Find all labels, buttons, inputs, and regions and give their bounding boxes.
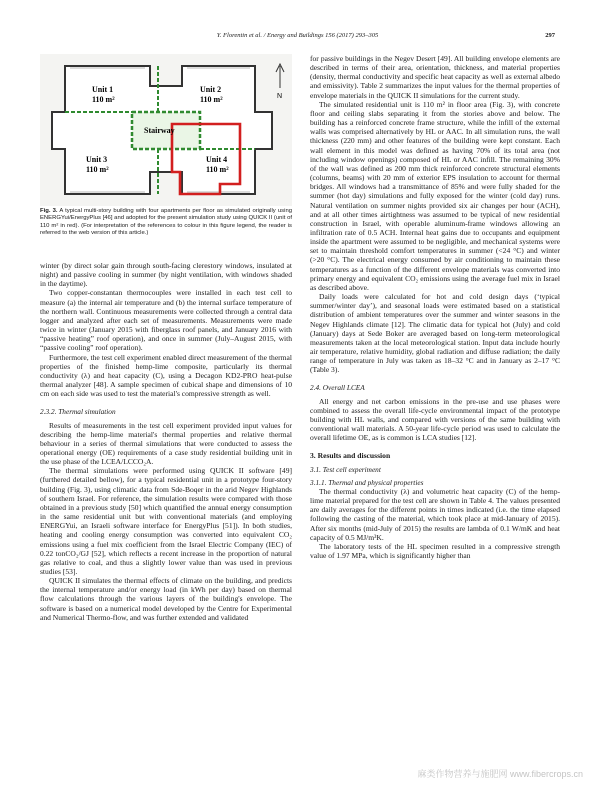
right-column: [310, 54, 560, 560]
paragraph: The laboratory tests of the HL specimen resulted in a compressive strength value of 1.97 MPa, which is significantly higher than: [310, 541, 560, 560]
unit-1-area: 110 m²: [92, 95, 115, 104]
watermark: 麻类作物营养与施肥网 www.fibercrops.cn: [417, 769, 583, 779]
north-label: N: [277, 93, 283, 100]
left-column: [40, 261, 292, 622]
unit-3-area: 110 m²: [86, 165, 109, 174]
paragraph: All energy and net carbon emissions in the pre-use and use phases were combined to assess the overall life-cycle environmental impact of the prototype building with HL walls, and compared with versions of the same building with conventional wall materials. A 50-year life-cycle period was used to calculate the overall lifetime OE, as is common is LCA studies [12].: [310, 396, 560, 443]
stairway-label: Stairway: [144, 126, 175, 135]
paragraph: winter (by direct solar gain through south-facing clerestory windows, insulated at night) and passive cooling in summer (by night ventilation, with windows shaded in the daytime).: [40, 261, 292, 289]
unit-2-label: Unit 2: [200, 85, 222, 94]
unit-2-area: 110 m²: [200, 95, 223, 104]
section-heading: 2.3.2. Thermal simulation: [40, 407, 116, 417]
subsection-heading: 3.1. Test cell experiment: [310, 464, 381, 474]
paragraph: Furthermore, the test cell experiment enabled direct measurement of the thermal properties of the finished hemp-lime composite, particularly its thermal conductivity (λ) and heat capacity (C), using a Decagon KD2-PRO heat-pulse thermal analyzer [48]. A sample specimen of cubical shape and dimensions of 10 cm on each side was used to test the material's compressive strength as well.: [40, 352, 292, 399]
figure-caption: [40, 208, 292, 238]
page-number: 297: [545, 32, 555, 39]
running-header: [40, 32, 555, 44]
unit-1-label: Unit 1: [92, 85, 114, 94]
floor-plan-figure: [40, 54, 292, 206]
unit-4-area: 110 m²: [206, 165, 229, 174]
section-heading: 3. Results and discussion: [310, 451, 391, 461]
subsubsection-heading: 3.1.1. Thermal and physical properties: [310, 477, 424, 487]
figure-caption-label: Fig. 3.: [40, 208, 58, 214]
paragraph: The simulated residential unit is 110 m² in floor area (Fig. 3), with concrete floor and ceiling slabs separating it from the stories above and below. The building has a reinforced concrete frame structure, while the infill of the external walls was comprised alternatively by HL or AAC. In all simulation runs, the wall thickness (220 mm) and other features of the building were kept constant. Each wall element in this model was defined as having 70% of its total area (not including window openings) composed of HL or AAC infill. The remaining 30% of the wall was defined as 200 mm thick reinforced concrete structural elements (columns, beams) with 20 mm of exterior EPS insulation to account for thermal bridges. All windows had a transmittance of 85% and were fully shaded for the summer (hot day) simulations and fully exposed for the winter (cold day) runs. Natural ventilation on summer nights provided six air changes per hour (ACH), and at all other times airtightness was assumed to be typical of new residential construction in Israel, with operable aluminum-frame windows allowing an infiltration rate of 0.5 ACH. Internal heat gains due to occupants and equipment inside the apartment were assumed to be negligible, and mechanical systems were set to maintain threshold comfort temperatures in summer (<24 °C) and winter (>20 °C). The electrical energy consumed by air conditioning to maintain these temperatures as a function of the different envelope materials was converted into primary energy and equivalent CO₂ emissions using the average fuel mix in Israel as described above.: [310, 99, 560, 292]
figure-caption-text: A typical multi-story building with four apartments per floor as simulated originally using ENERGYui/EnergyPlus [46] and adopted for the present simulation study using QUICK II (unit of 110 m² in red). (For interpretation of the references to colour in this figure legend, the reader is referred to the web version of this article.): [40, 208, 292, 237]
paragraph: The thermal simulations were performed using QUICK II software [49] (furthered detailed bellow), for a typical residential unit in a prototype four-story building (Fig. 3), using climatic data from Sde-Boqer in the arid Negev Highlands of southern Israel. For reference, the simulation results were compared with those obtained in a previous study [50] which quantified the annual energy consumption in the same residential unit but with conventional materials (and employing ENERGYui, an Israeli software interface for EnergyPlus [51]). In both studies, heating and cooling energy consumption was converted into equivalent CO₂ emissions using a fuel mix coefficient from the Israel Electric Company (IEC) of 0.22 tonCO₂/GJ [52], which reflects a recent increase in the proportion of natural gas relative to coal, and thus a slightly lower value than was used in previous studies [53].: [40, 466, 292, 576]
section-heading: 2.4. Overall LCEA: [310, 383, 365, 393]
paragraph: for passive buildings in the Negev Desert [49]. All building envelope elements are described in terms of their area, orientation, thickness, and material properties (density, thermal conductivity and specific heat capacity as well as external albedo and emissivity). Table 2 summarizes the input values for the thermal properties of envelope materials in the QUICK II simulations for the current study.: [310, 54, 560, 100]
floor-plan-drawing: [40, 54, 292, 206]
unit-4-label: Unit 4: [206, 155, 228, 164]
journal-citation: Y. Florentin et al. / Energy and Buildings 156 (2017) 293–305: [216, 32, 379, 39]
paragraph: Results of measurements in the test cell experiment provided input values for describing the hemp-lime material's thermal properties and relative thermal behaviour in a series of thermal simulations that were conducted to assess the operational energy (OE) requirements of a case study residential building unit in the use phase of the LCEA/LCCO₂A.: [40, 420, 292, 467]
unit-3-label: Unit 3: [86, 155, 108, 164]
paragraph: Daily loads were calculated for hot and cold design days (‘typical summer/winter day’), and seasonal loads were estimated based on a statistical distribution of ambient temperatures over the summer and winter seasons in the Negev Highlands climate [12]. The climatic data for typical hot (July) and cold (January) days at Sede Boker are averaged based on long-term meteorological measurements taken at the local meteorological station. Input data include hourly air temperature, relative humidity, global radiation and diffuse radiation; the daily range of temperature in July was taken as 18–32 °C and in January as 2–17 °C (Table 3).: [310, 292, 560, 375]
paragraph: The thermal conductivity (λ) and volumetric heat capacity (C) of the hemp-lime material prepared for the test cell are shown in Table 4. The values presented are daily averages for the different points in times indicated (i.e. the time elapsed following the casting of the material, which took place at mid-January of 2015). After six months (mid-July of 2015) the results are lambda of 0.1 W/mK and heat capacity of 0.5 MJ/m³K.: [310, 486, 560, 542]
paragraph: Two copper-constantan thermocouples were installed in each test cell to measure (a) the internal air temperature and (b) the internal surface temperature of the northern wall. Continuous measurements were collected through a central data logger and analyzed after each set of measurements. Measurements were made twice in winter (January 2015 with fiberglass roof panels, and January 2016 with “passive heating” roof operation), and once in summer (July–August 2015, with “passive cooling” roof operation).: [40, 288, 292, 353]
paragraph: QUICK II simulates the thermal effects of climate on the building, and predicts the internal temperature and/or energy load (in kWh per day) based on thermal flow calculations through the various layers of the building's envelope. The software is based on a numerical model developed by the Centre for Experimental and Numerical Thermo-flow, and was further extended and validated: [40, 576, 292, 622]
